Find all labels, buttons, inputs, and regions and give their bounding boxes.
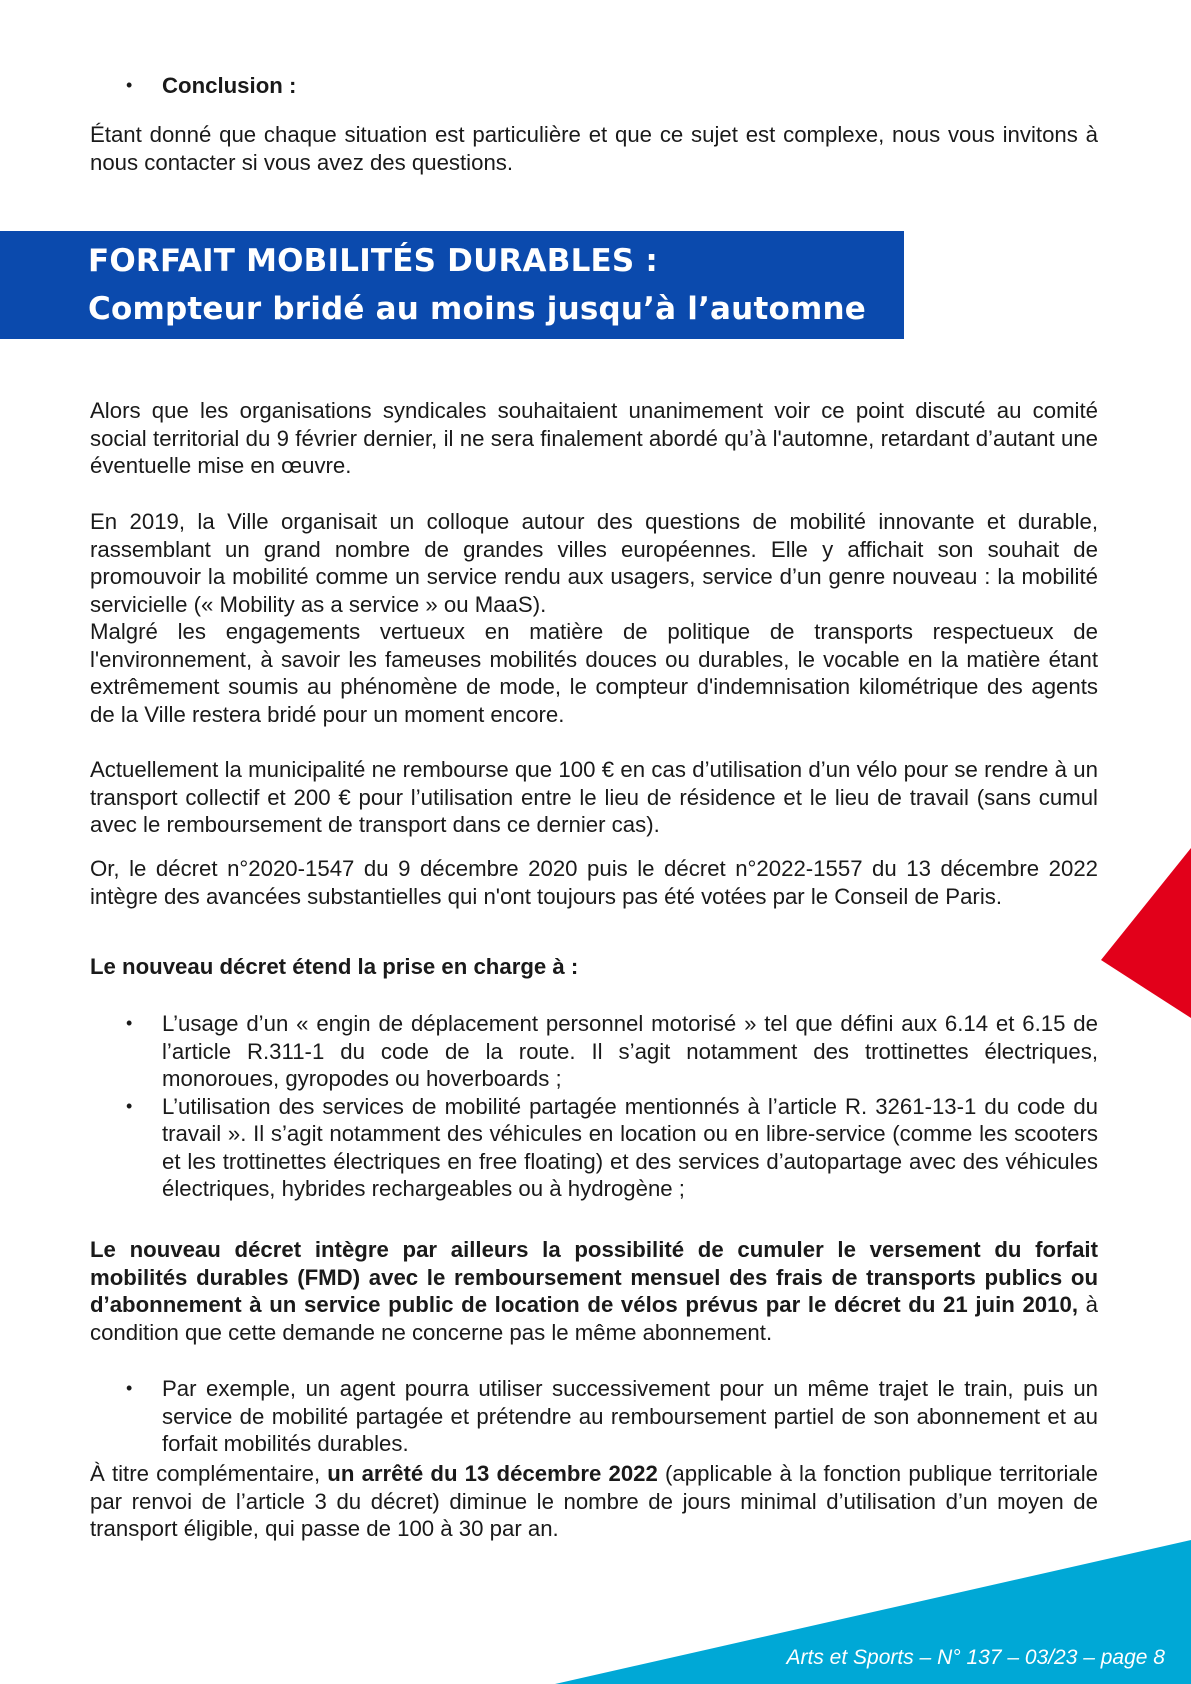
list-item-text: Par exemple, un agent pourra utiliser successivement pour un même trajet le train, puis un service de mobilité partagée et prétendre au remboursement partiel de son abonnement et au forfait mobilités durables. [162,1376,1098,1456]
list-prise-en-charge [90,1010,1098,1203]
list-item [90,1375,1098,1458]
list-item-text: L’usage d’un « engin de déplacement personnel motorisé » tel que défini aux 6.14 et 6.15 de l’article R.311-1 du code de la route. Il s’agit notamment des trottinettes électriques, monoroues, gyropodes ou hoverboards ; [162,1011,1098,1091]
page-footer: Arts et Sports – N° 137 – 03/23 – page 8 [786,1646,1165,1669]
bullet-dot: • [126,75,133,95]
paragraph-remboursement: Actuellement la municipalité ne rembourse que 100 € en cas d’utilisation d’un vélo pour se rendre à un transport collectif et 200 € pour l’utilisation entre le lieu de résidence et le lieu de travail (sans cumul avec le remboursement de transport dans ce dernier cas). [90,757,1098,837]
paragraph-engagements: Malgré les engagements vertueux en matière de politique de transports respectueux de l'environnement, à savoir les fameuses mobilités douces ou durables, le vocable en la matière étant extrêmement soumis au phénomène de mode, le compteur d'indemnisation kilométrique des agents de la Ville restera bridé pour un moment encore. [90,619,1098,727]
conclusion-text: Étant donné que chaque situation est particulière et que ce sujet est complexe, nous vous invitons à nous contacter si vous avez des questions. [90,122,1098,175]
paragraph-cumul [90,1236,1098,1346]
paragraph-intro: Alors que les organisations syndicales souhaitaient unanimement voir ce point discuté au comité social territorial du 9 février dernier, il ne sera finalement abordé qu’à l'automne, retardant d’autant une éventuelle mise en œuvre. [90,398,1098,478]
list-exemple [90,1375,1098,1458]
list-item [90,1010,1098,1093]
paragraph-heading-prise-en-charge: Le nouveau décret étend la prise en charge à : [90,954,579,979]
bullet-dot: • [126,1095,133,1116]
list-item-text: L’utilisation des services de mobilité partagée mentionnés à l’article R. 3261-13-1 du code du travail ». Il s’agit notamment des véhicules en location ou en libre-service (comme les scooters et les trottinettes électriques en free floating) et des services d’autopartage avec des véhicules électriques, hybrides rechargeables ou à hydrogène ; [162,1093,1098,1201]
list-item [90,1093,1098,1203]
red-triangle-decoration [1101,848,1191,1018]
bullet-dot: • [126,1013,133,1033]
bullet-dot: • [126,1378,133,1398]
banner-subtitle: Compteur bridé au moins jusqu’à l’automne [88,291,866,327]
paragraph-arrete [90,1460,1098,1543]
paragraph-arrete-bold: un arrêté du 13 décembre 2022 [327,1461,658,1486]
conclusion-label: Conclusion : [162,73,297,98]
paragraph-arrete-start: À titre complémentaire, [90,1461,328,1486]
banner-title: FORFAIT MOBILITÉS DURABLES : [88,243,659,279]
paragraph-colloque: En 2019, la Ville organisait un colloque autour des questions de mobilité innovante et durable, rassemblant un grand nombre de grandes villes européennes. Elle y affichait son souhait de promouvoir la mobilité comme un service rendu aux usagers, service d’un genre nouveau : la mobilité servicielle (« Mobility as a service » ou MaaS). [90,509,1098,617]
paragraph-decret: Or, le décret n°2020-1547 du 9 décembre 2020 puis le décret n°2022-1557 du 13 décembre 2022 intègre des avancées substantielles qui n'ont toujours pas été votées par le Conseil de Paris. [90,856,1098,909]
paragraph-cumul-bold: Le nouveau décret intègre par ailleurs la possibilité de cumuler le versement du forfait mobilités durables (FMD) avec le remboursement mensuel des frais de transports publics ou d’abonnement à un service public de location de vélos prévus par le décret du 21 juin 2010, [90,1237,1098,1317]
section-banner [0,231,904,339]
paragraph-cumul-rest: à condition que cette demande ne concerne pas le même abonnement. [90,1292,1098,1345]
paragraph-arrete-rest: (applicable à la fonction publique territoriale par renvoi de l’article 3 du décret) diminue le nombre de jours minimal d’utilisation d’un moyen de transport éligible, qui passe de 100 à 30 par an. [90,1461,1099,1541]
